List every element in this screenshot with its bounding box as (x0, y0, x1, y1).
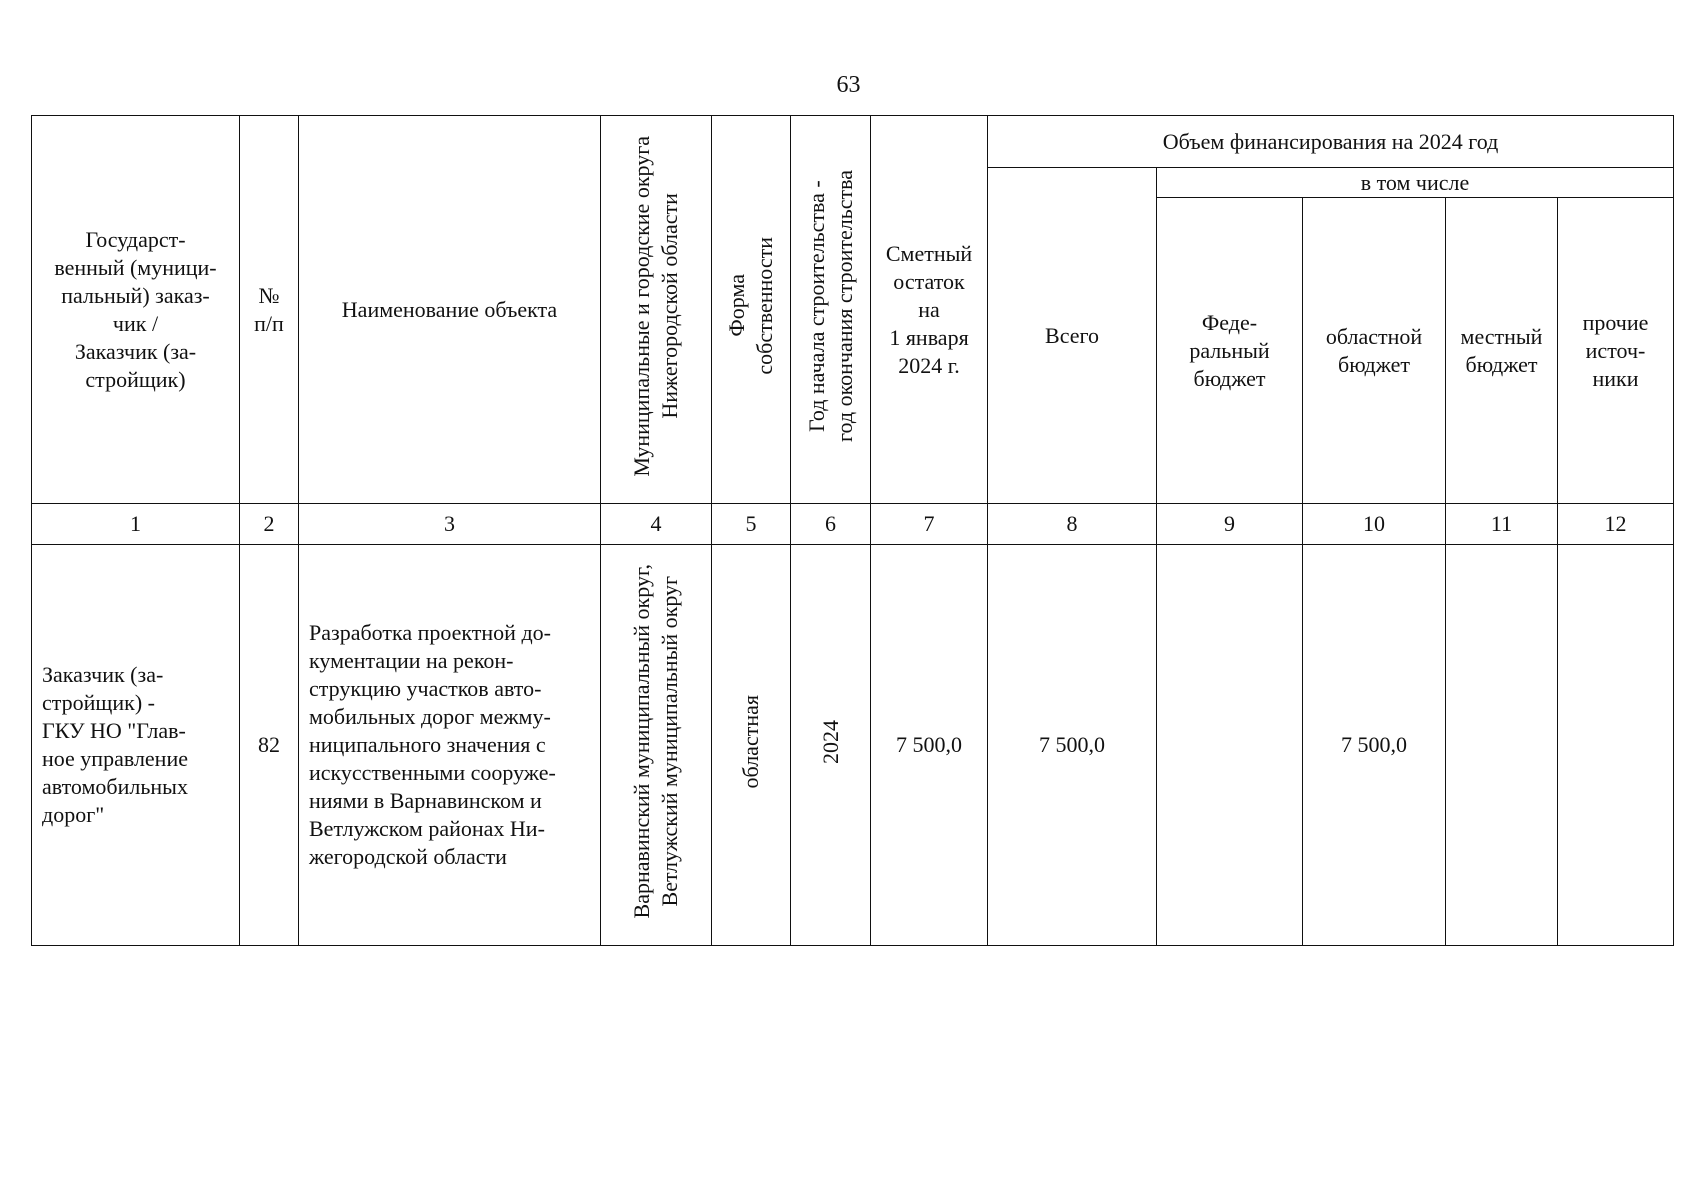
row-local (1446, 545, 1558, 946)
header-total: Всего (988, 168, 1157, 504)
header-ownership-cell (712, 116, 791, 504)
column-number: 9 (1157, 504, 1303, 545)
row-ownership: областная (738, 694, 763, 789)
column-number: 2 (240, 504, 299, 545)
row-object-name: Разработка проектной до- кументации на рекон- струкцию участков авто- мобильных дорог межму- ниципального значения с искусственными сооруже- ниями в Варнавинском и Ветлужском районах Ни- жегородской области (299, 545, 601, 946)
header-districts-cell (601, 116, 712, 504)
row-customer: Заказчик (за- стройщик) - ГКУ НО "Глав- ное управление автомобильных дорог" (32, 545, 240, 946)
header-local: местный бюджет (1446, 198, 1558, 504)
header-including: в том числе (1157, 168, 1674, 198)
row-federal (1157, 545, 1303, 946)
column-numbers-row (32, 504, 1674, 545)
column-number: 11 (1446, 504, 1558, 545)
row-districts: Варнавинский муниципальный округ, Ветлужский муниципальный округ (629, 564, 682, 919)
row-estimated-balance: 7 500,0 (871, 545, 988, 946)
table-row (32, 545, 1674, 946)
column-number: 5 (712, 504, 791, 545)
row-years-cell (791, 545, 871, 946)
financing-table (31, 115, 1674, 946)
header-other: прочие источ- ники (1558, 198, 1674, 504)
column-number: 3 (299, 504, 601, 545)
header-estimated-balance: Сметный остаток на 1 января 2024 г. (871, 116, 988, 504)
row-districts-cell (601, 545, 712, 946)
row-other (1558, 545, 1674, 946)
column-number: 12 (1558, 504, 1674, 545)
row-total: 7 500,0 (988, 545, 1157, 946)
header-funding-group: Объем финансирования на 2024 год (988, 116, 1674, 168)
header-years: Год начала строительства - год окончания строительства (803, 170, 857, 442)
header-regional: областной бюджет (1303, 198, 1446, 504)
column-number: 10 (1303, 504, 1446, 545)
row-years: 2024 (817, 719, 843, 764)
header-districts: Муниципальные и городские округа Нижегородской области (629, 135, 682, 477)
header-customer: Государст- венный (муници- пальный) заказ- чик / Заказчик (за- стройщик) (32, 116, 240, 504)
header-row-main (32, 116, 1674, 168)
row-ownership-cell (712, 545, 791, 946)
header-object-name: Наименование объекта (299, 116, 601, 504)
header-years-cell (791, 116, 871, 504)
page-number: 63 (836, 72, 861, 98)
header-ownership: Форма собственности (724, 237, 777, 375)
column-number: 1 (32, 504, 240, 545)
row-number: 82 (240, 545, 299, 946)
header-number: № п/п (240, 116, 299, 504)
row-regional: 7 500,0 (1303, 545, 1446, 946)
column-number: 4 (601, 504, 712, 545)
column-number: 8 (988, 504, 1157, 545)
column-number: 6 (791, 504, 871, 545)
column-number: 7 (871, 504, 988, 545)
header-federal: Феде- ральный бюджет (1157, 198, 1303, 504)
